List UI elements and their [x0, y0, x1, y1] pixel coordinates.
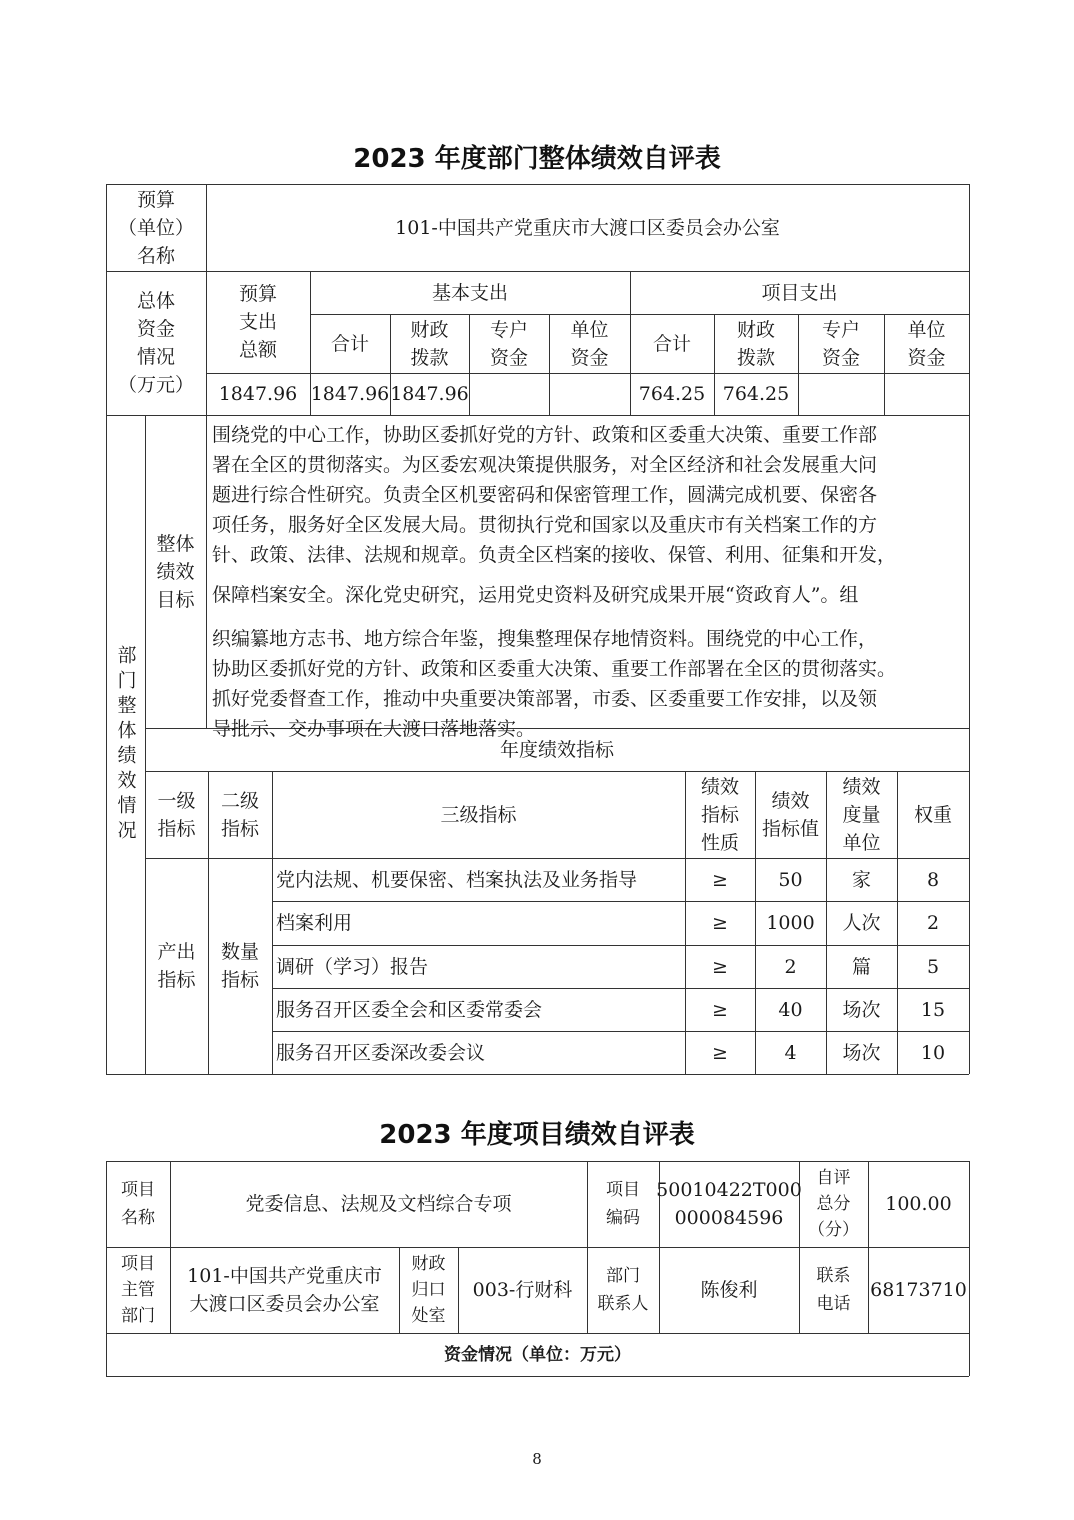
table2-title: 2023 年度项目绩效自评表	[379, 1120, 695, 1150]
level3-header: 三级指标	[440, 803, 517, 826]
funds-header: 资金情况（单位：万元）	[444, 1344, 631, 1365]
goal-text: 围绕党的中心工作，协助区委抓好党的方针、政策和区委重大决策、重要工作部 署在全区的贯彻落实。为区委宏观决策提供服务，对全区经济和社会发展重大问 题进行综合性研究。负责全区机要密码和保密管理工作，圆满完成机要、保密各 项任务，服务好全区发展大局。贯彻执行党和国家以及重庆市有关档案工作的方 针、政策、法律、法规和规章。负责全区档案的接收、保管、利用、征集和开发， 保障档案安全。深化党史研究，运用党史资料及研究成果开展“资政育人”。组 织编纂地方志书、地方综合年鉴，搜集整理保存地情资料。围绕党的中心工作， 协助区委抓好党的方针、政策和区委重大决策、重要工作部署在全区的贯彻落实。 抓好党委督查工作，推动中央重要决策部署，市委、区委重要工作安排，以及领 导批示、交办事项在大渡口落地落实。	[212, 424, 897, 740]
basic-special-header: 专户 资金	[489, 318, 528, 369]
score-value: 100.00	[885, 1193, 952, 1215]
indicator-value: 4	[784, 1041, 797, 1064]
basic-special-value	[469, 373, 549, 415]
fiscal-office-value: 003-行财科	[472, 1279, 573, 1301]
unit-name: 101-中国共产党重庆市大渡口区委员会办公室	[395, 216, 780, 239]
project-total-header: 合计	[652, 332, 691, 355]
indicator-unit: 人次	[842, 912, 881, 934]
budget-total-label: 预算 支出 总额	[238, 283, 277, 361]
project-name-label: 项目 名称	[121, 1180, 155, 1228]
indicator-weight: 15	[920, 998, 946, 1021]
level1-header: 一级 指标	[157, 789, 196, 840]
budget-total-value: 1847.96	[218, 383, 298, 405]
indicator-value: 50	[778, 868, 803, 891]
indicator-weight: 2	[926, 912, 940, 934]
project-name: 党委信息、法规及文档综合专项	[245, 1193, 512, 1215]
basic-expense-header: 基本支出	[431, 281, 508, 304]
project-special-header: 专户 资金	[821, 318, 860, 369]
project-total-value: 764.25	[638, 383, 706, 405]
project-special-value	[798, 373, 884, 415]
project-expense-header: 项目支出	[761, 281, 838, 304]
indicator-nature: ≥	[712, 868, 728, 891]
fiscal-office-label: 财政 归口 处室	[411, 1254, 446, 1326]
indicator-value: 1000	[766, 912, 815, 934]
phone-value: 68173710	[870, 1279, 967, 1301]
contact-label: 部门 联系人	[597, 1266, 649, 1314]
level2-header: 二级 指标	[220, 789, 259, 840]
indicator-unit: 篇	[851, 955, 871, 978]
phone-label: 联系 电话	[816, 1266, 851, 1314]
indicator-name: 服务召开区委深改委会议	[276, 1041, 486, 1064]
indicator-name: 服务召开区委全会和区委常委会	[276, 998, 543, 1021]
indicator-weight: 10	[920, 1041, 946, 1064]
side-label: 部门整体绩效情况	[114, 644, 137, 845]
indicator-unit: 场次	[842, 1041, 881, 1064]
indicator-weight: 8	[926, 868, 940, 891]
basic-fiscal-value: 1847.96	[390, 383, 469, 405]
table1-title: 2023 年度部门整体绩效自评表	[353, 144, 721, 174]
indicator-nature: ≥	[712, 912, 728, 934]
project-unit-header: 单位 资金	[907, 318, 946, 369]
project-fiscal-header: 财政 拨款	[736, 318, 775, 369]
indicator-name: 调研（学习）报告	[276, 955, 429, 978]
indicator-value: 2	[784, 955, 797, 978]
project-unit-value	[884, 373, 969, 415]
funds-label: 总体 资金 情况 （万元）	[117, 290, 194, 396]
indicator-unit: 场次	[842, 998, 881, 1021]
weight-header: 权重	[913, 803, 952, 826]
indicator-nature: ≥	[712, 1041, 728, 1064]
unit-header: 绩效 度量 单位	[842, 775, 881, 854]
indicator-name: 党内法规、机要保密、档案执法及业务指导	[276, 868, 638, 891]
dept-label: 项目 主管 部门	[121, 1254, 155, 1326]
basic-unit-value	[549, 373, 630, 415]
level1-value: 产出 指标	[157, 941, 196, 991]
indicator-weight: 5	[926, 955, 940, 978]
basic-total-header: 合计	[330, 332, 369, 355]
score-label: 自评 总分 （分）	[808, 1168, 859, 1240]
nature-header: 绩效 指标 性质	[700, 775, 739, 854]
basic-total-value: 1847.96	[310, 383, 390, 405]
indicator-name: 档案利用	[276, 912, 353, 934]
project-code: 50010422T000 000084596	[656, 1179, 802, 1229]
indicator-nature: ≥	[712, 955, 728, 978]
indicator-value: 40	[778, 998, 803, 1021]
basic-unit-header: 单位 资金	[570, 318, 609, 369]
unit-label: 预算 （单位） 名称	[117, 188, 194, 267]
indicator-nature: ≥	[712, 998, 728, 1021]
project-code-label: 项目 编码	[606, 1180, 640, 1228]
level2-value: 数量 指标	[220, 941, 259, 991]
dept-value: 101-中国共产党重庆市 大渡口区委员会办公室	[187, 1265, 382, 1315]
indicator-unit: 家	[851, 868, 871, 891]
goal-label: 整体 绩效 目标	[156, 532, 195, 611]
page-number: 8	[532, 1450, 542, 1468]
basic-fiscal-header: 财政 拨款	[410, 318, 449, 369]
contact-value: 陈俊利	[700, 1279, 758, 1301]
value-header: 绩效 指标值	[761, 789, 819, 840]
project-fiscal-value: 764.25	[722, 383, 790, 405]
indicators-title: 年度绩效指标	[499, 738, 614, 761]
